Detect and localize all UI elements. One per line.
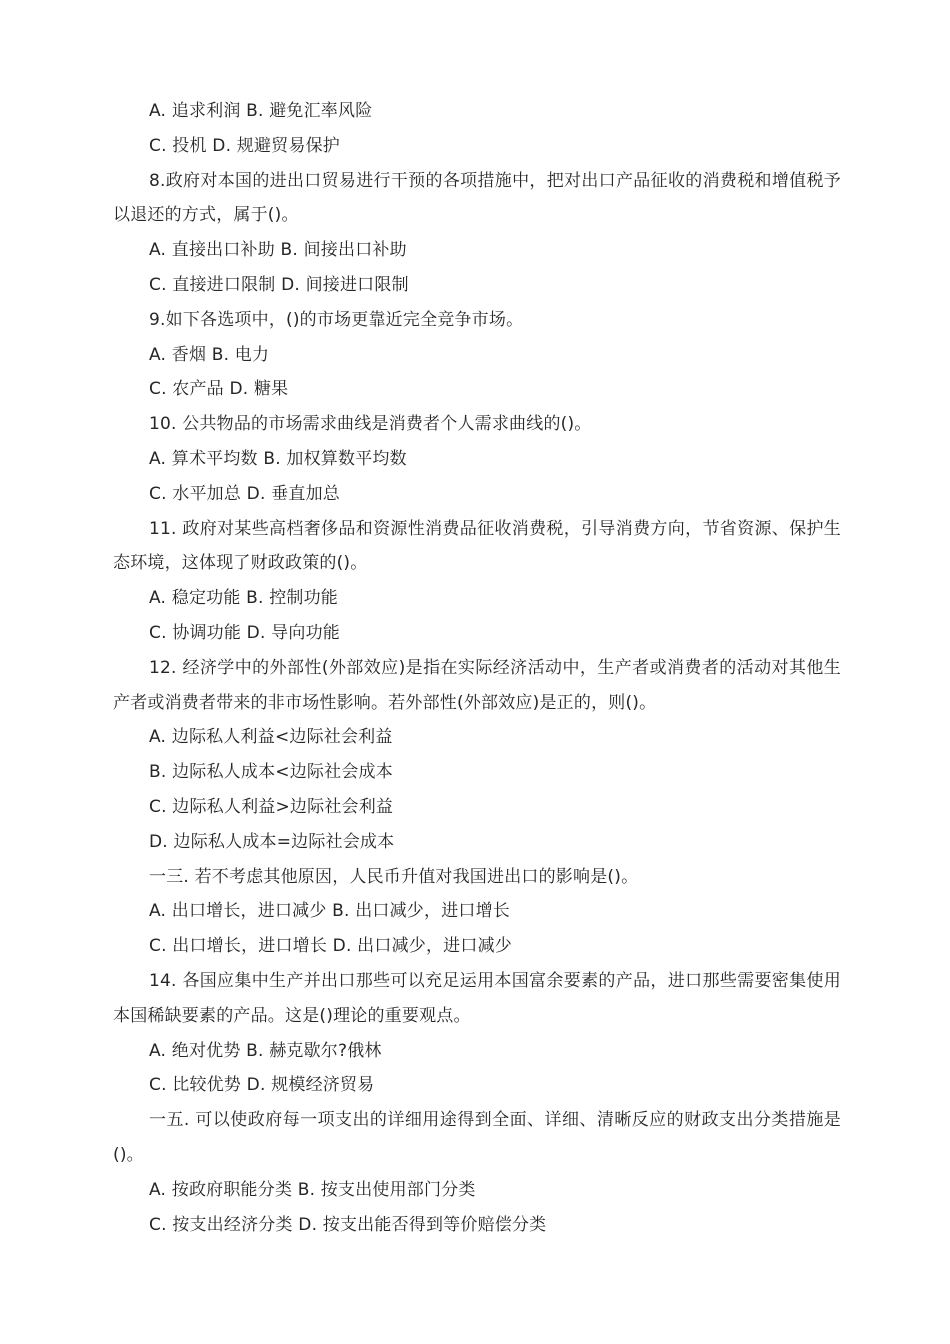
option-line: A. 边际私人利益<边际社会利益: [149, 727, 393, 748]
option-line: C. 出口增长，进口增长 D. 出口减少，进口减少: [149, 936, 512, 957]
option-line: A. 稳定功能 B. 控制功能: [149, 588, 339, 609]
question-13: 一三. 若不考虑其他原因，人民币升值对我国进出口的影响是()。: [149, 866, 639, 887]
option-line: A. 追求利润 B. 避免汇率风险: [149, 101, 373, 121]
option-line: A. 直接出口补助 B. 间接出口补助: [149, 240, 407, 261]
option-line: C. 投机 D. 规避贸易保护: [149, 135, 340, 156]
option-line: C. 边际私人利益>边际社会利益: [149, 796, 394, 817]
option-line: C. 农产品 D. 糖果: [149, 379, 289, 400]
question-12: 12. 经济学中的外部性(外部效应)是指在实际经济活动中，生产者或消费者的活动对其他生产者或消费者带来的非市场性影响。若外部性(外部效应)是正的，则()。: [113, 657, 841, 713]
option-line: A. 绝对优势 B. 赫克歇尔?俄林: [149, 1040, 382, 1061]
question-8: 8.政府对本国的进出口贸易进行干预的各项措施中，把对出口产品征收的消费税和增值税予以退还的方式，属于()。: [113, 170, 841, 226]
option-line: B. 边际私人成本<边际社会成本: [149, 762, 393, 783]
question-9: 9.如下各选项中，()的市场更靠近完全竞争市场。: [149, 309, 524, 330]
question-14: 14. 各国应集中生产并出口那些可以充足运用本国富余要素的产品，进口那些需要密集使用本国稀缺要素的产品。这是()理论的重要观点。: [113, 970, 841, 1026]
option-line: D. 边际私人成本=边际社会成本: [149, 831, 395, 852]
option-line: C. 比较优势 D. 规模经济贸易: [149, 1075, 375, 1096]
question-11: 11. 政府对某些高档奢侈品和资源性消费品征收消费税，引导消费方向，节省资源、保护生态环境，这体现了财政政策的()。: [113, 518, 841, 574]
option-line: C. 直接进口限制 D. 间接进口限制: [149, 274, 409, 295]
option-line: A. 香烟 B. 电力: [149, 344, 270, 365]
question-10: 10. 公共物品的市场需求曲线是消费者个人需求曲线的()。: [149, 414, 592, 435]
option-line: C. 水平加总 D. 垂直加总: [149, 483, 340, 504]
option-line: A. 算术平均数 B. 加权算数平均数: [149, 448, 407, 469]
question-15: 一五. 可以使政府每一项支出的详细用途得到全面、详细、清晰反应的财政支出分类措施是()。: [113, 1110, 841, 1165]
document-page: [113, 94, 841, 1242]
option-line: C. 协调功能 D. 导向功能: [149, 622, 340, 643]
option-line: C. 按支出经济分类 D. 按支出能否得到等价赔偿分类: [149, 1214, 547, 1235]
option-line: A. 出口增长，进口减少 B. 出口减少，进口增长: [149, 901, 511, 922]
option-line: A. 按政府职能分类 B. 按支出使用部门分类: [149, 1179, 476, 1200]
